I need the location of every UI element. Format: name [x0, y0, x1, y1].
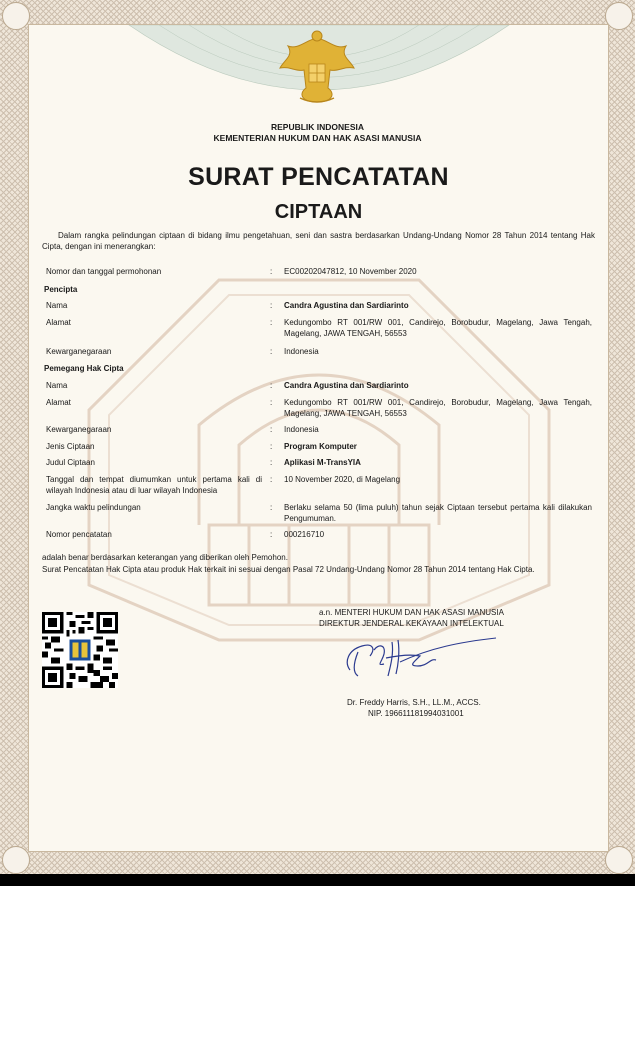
first-publication-value: 10 November 2020, di Magelang — [284, 475, 401, 484]
colon: : — [270, 442, 273, 451]
colon: : — [270, 267, 273, 276]
colon: : — [270, 503, 273, 512]
creator-nationality-value: Indonesia — [284, 347, 319, 356]
signature-image — [340, 632, 500, 682]
document-subtitle: CIPTAAN — [274, 201, 363, 223]
corner-ornament — [605, 846, 633, 874]
creator-name-value: Candra Agustina dan Sardiarinto — [284, 301, 409, 310]
protection-period-value: Berlaku selama 50 (lima puluh) tahun sejak Ciptaan tersebut pertama kali dilakukan Pengumuman. — [284, 503, 592, 523]
colon: : — [270, 458, 273, 467]
signatory-nip: NIP. 196611181994031001 — [368, 709, 464, 718]
background-watermark — [29, 25, 608, 851]
signatory-on-behalf: a.n. MENTERI HUKUM DAN HAK ASASI MANUSIA — [319, 608, 504, 617]
holder-section-heading: Pemegang Hak Cipta — [44, 364, 124, 373]
qr-code-icon — [42, 612, 118, 688]
holder-address-label: Alamat — [46, 398, 71, 407]
signatory-name: Dr. Freddy Harris, S.H., LL.M., ACCS. — [347, 698, 481, 707]
creator-address-label: Alamat — [46, 318, 71, 327]
certificate-page — [28, 24, 609, 852]
work-title-value: Aplikasi M-TransYIA — [284, 458, 361, 467]
creator-nationality-label: Kewarganegaraan — [46, 347, 112, 356]
holder-name-value: Candra Agustina dan Sardiarinto — [284, 381, 409, 390]
work-title-label: Judul Ciptaan — [46, 458, 95, 467]
closing-statement: adalah benar berdasarkan keterangan yang diberikan oleh Pemohon. — [42, 553, 288, 562]
corner-ornament — [2, 846, 30, 874]
holder-name-label: Nama — [46, 381, 68, 390]
colon: : — [270, 475, 273, 484]
corner-ornament — [2, 2, 30, 30]
work-type-label: Jenis Ciptaan — [46, 442, 95, 451]
creator-name-label: Nama — [46, 301, 68, 310]
bottom-black-bar — [0, 874, 635, 886]
holder-nationality-value: Indonesia — [284, 425, 319, 434]
creator-section-heading: Pencipta — [44, 285, 78, 294]
application-value: EC00202047812, 10 November 2020 — [284, 267, 417, 276]
application-label: Nomor dan tanggal permohonan — [46, 267, 162, 276]
intro-paragraph: Dalam rangka pelindungan ciptaan di bidang ilmu pengetahuan, seni dan sastra berdasarkan Undang-Undang Nomor 28 Tahun 2014 tentang Hak Cipta, dengan ini menerangkan: — [42, 231, 595, 251]
work-type-value: Program Komputer — [284, 442, 357, 451]
record-number-label: Nomor pencatatan — [46, 530, 112, 539]
garuda-emblem-icon — [276, 28, 358, 108]
document-title: SURAT PENCATATAN — [188, 163, 449, 191]
colon: : — [270, 301, 273, 310]
colon: : — [270, 398, 273, 407]
creator-address-value: Kedungombo RT 001/RW 001, Candirejo, Borobudur, Magelang, Jawa Tengah, Magelang, JAWA TENGAH, 56553 — [284, 318, 592, 338]
colon: : — [270, 318, 273, 327]
protection-period-label: Jangka waktu pelindungan — [46, 503, 141, 512]
colon: : — [270, 530, 273, 539]
colon: : — [270, 347, 273, 356]
signatory-position: DIREKTUR JENDERAL KEKAYAAN INTELEKTUAL — [319, 619, 504, 628]
first-publication-label: Tanggal dan tempat diumumkan untuk pertama kali di wilayah Indonesia atau di luar wilayah Indonesia — [46, 475, 262, 495]
colon: : — [270, 425, 273, 434]
colon: : — [270, 381, 273, 390]
holder-address-value: Kedungombo RT 001/RW 001, Candirejo, Borobudur, Magelang, Jawa Tengah, Magelang, JAWA TENGAH, 56553 — [284, 398, 592, 418]
closing-legal-basis: Surat Pencatatan Hak Cipta atau produk Hak terkait ini sesuai dengan Pasal 72 Undang-Undang Nomor 28 Tahun 2014 tentang Hak Cipta. — [42, 565, 535, 574]
corner-ornament — [605, 2, 633, 30]
record-number-value: 000216710 — [284, 530, 325, 539]
country-heading: REPUBLIK INDONESIA — [270, 122, 365, 132]
ministry-heading: KEMENTERIAN HUKUM DAN HAK ASASI MANUSIA — [213, 133, 422, 143]
holder-nationality-label: Kewarganegaraan — [46, 425, 112, 434]
